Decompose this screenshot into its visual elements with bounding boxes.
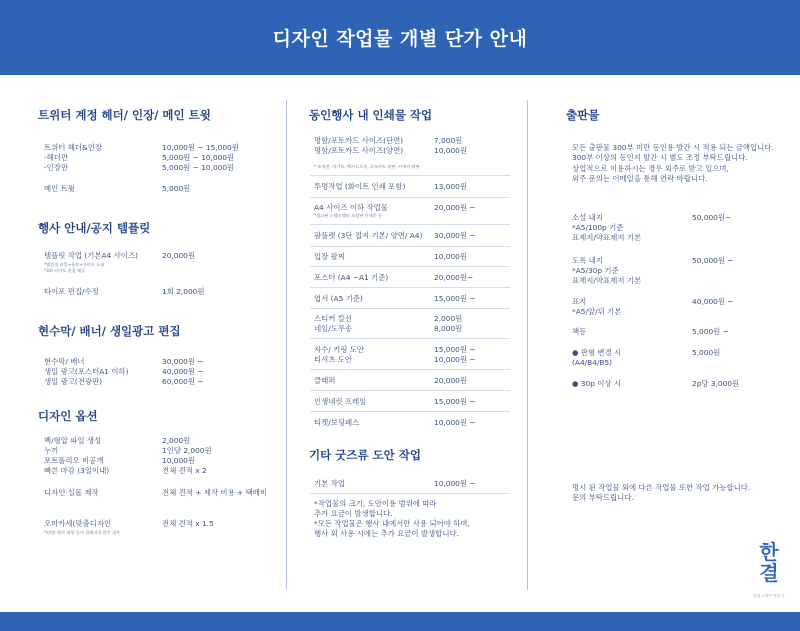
- section-title-publication: 출판물: [566, 108, 600, 122]
- item-note: *접고판 스템프랠리 도장판 안내문 등: [314, 213, 383, 218]
- item-label: 생일 광고(전광판): [44, 377, 103, 386]
- item-label: -인장만: [44, 163, 69, 172]
- item-label: 팜플렛 (3단 접지 기본/ 양면/ A4): [314, 231, 423, 240]
- item-label: 트위터 헤더&인장: [44, 143, 103, 152]
- pub-item-price: 5,000원 ~: [692, 327, 729, 336]
- row-divider: [310, 390, 510, 391]
- pub-item-price: 50,000원~: [692, 213, 732, 222]
- row-divider: [310, 493, 510, 494]
- section-title-options: 디자인 옵션: [38, 409, 98, 423]
- pub-item-price: 2p당 3,000원: [692, 379, 740, 388]
- item-price: 10,000원 ~: [434, 355, 476, 364]
- item-price: 2,000원: [162, 436, 191, 445]
- item-note: *3회 타이포 편집 제공: [44, 268, 86, 273]
- item-label: 메인 트윗: [44, 184, 75, 193]
- row-divider: [310, 266, 510, 267]
- pub-item-label: 표지: [572, 297, 587, 306]
- item-label: 입장 팔찌: [314, 252, 345, 261]
- item-price: 10,000원: [434, 146, 467, 155]
- item-price: 15,000원 ~: [434, 397, 476, 406]
- item-price: 13,000원: [434, 182, 467, 191]
- row-divider: [310, 338, 510, 339]
- pub-item-price: 50,000원 ~: [692, 256, 734, 265]
- section-title-template: 행사 안내/공지 템플릿: [38, 221, 151, 235]
- item-label: 자수/ 키링 도안: [314, 345, 365, 354]
- row-divider: [310, 411, 510, 412]
- item-price: 20,000원 ~: [434, 203, 476, 212]
- row-divider: [310, 287, 510, 288]
- logo-caption: 한결 디자인 작업 가: [753, 594, 785, 598]
- item-label: 기본 작업: [314, 479, 345, 488]
- item-price: 전체 견적 + 제작 비용 + 택배비: [162, 488, 268, 497]
- item-price: 10,000원: [434, 252, 467, 261]
- item-price: 10,000원 ~: [434, 479, 476, 488]
- item-label: -헤더만: [44, 153, 69, 162]
- item-label: 포스터 (A4 ~A1 기준): [314, 273, 389, 282]
- item-price: 20,000원: [162, 251, 195, 260]
- item-price: 20,000원: [434, 376, 467, 385]
- row-divider: [310, 224, 510, 225]
- item-note: *따악/ 행사 방향 등이 결해지지 않은 경우: [44, 530, 121, 535]
- item-price: 40,000원 ~: [162, 367, 204, 376]
- item-price: 10,000원: [162, 456, 195, 465]
- row-divider: [310, 369, 510, 370]
- item-price: 8,000원: [434, 324, 463, 333]
- pub-item-label: ● 30p 이상 시: [572, 379, 622, 388]
- item-label: 디자인 실물 제작: [44, 488, 99, 497]
- item-label: 네임/도무송: [314, 324, 353, 333]
- item-price: 10,000원 ~ 15,000원: [162, 143, 239, 152]
- pub-item-sub: (A4/B4/B5): [572, 358, 613, 367]
- item-label: 벡/형압 파일 생성: [44, 436, 102, 445]
- intro-line: 외주 문의는 이메일을 통해 연락 바랍니다.: [572, 174, 708, 183]
- logo-glyph-1: 한: [759, 540, 779, 564]
- item-label: 스티커 칼선: [314, 314, 353, 323]
- item-price: 1회 2,000원: [162, 287, 205, 296]
- item-label: 누끼: [44, 446, 59, 455]
- goods-note: *작업물의 크기, 도안이용 범위에 따라: [314, 499, 437, 508]
- item-label: 투명작업 (화이트 인쇄 포함): [314, 182, 406, 191]
- item-label: 빠른 마감 (3일이내): [44, 466, 110, 475]
- goods-note: 추가 요금이 발생합니다.: [314, 509, 393, 518]
- section-title-print: 동인행사 내 인쇄물 작업: [309, 108, 433, 122]
- pub-item-price: 40,000원 ~: [692, 297, 734, 306]
- outro-line: 문의 부탁드립니다.: [572, 493, 634, 502]
- item-price: 15,000원 ~: [434, 345, 476, 354]
- row-divider: [310, 175, 510, 176]
- goods-note: *모든 작업물은 행사 내에서만 사용 되어야 하며,: [314, 519, 470, 528]
- section-title-twitter: 트위터 계정 헤더/ 인장/ 메인 트윗: [38, 108, 211, 122]
- item-price: 60,000원 ~: [162, 377, 204, 386]
- pub-item-label: 책등: [572, 327, 587, 336]
- item-price: 5,000원 ~ 10,000원: [162, 163, 235, 172]
- item-price: 5,000원: [162, 184, 191, 193]
- item-label: 현수막/ 배너: [44, 357, 85, 366]
- item-price: 30,000원 ~: [434, 231, 476, 240]
- intro-line: 상업적으로 이용하시는 경우 외주로 받고 있으며,: [572, 164, 729, 173]
- item-label: 오마카세(맞춤디자인: [44, 519, 112, 528]
- item-label: 엽서 (A5 기준): [314, 294, 363, 303]
- pub-item-sub: 표제지/약표제지 기본: [572, 276, 642, 285]
- item-price: 전체 견적 x 2: [162, 466, 207, 475]
- outro-line: 명시 된 작업물 외에 다른 작업물 또한 작업 가능합니다.: [572, 483, 751, 492]
- row-divider: [310, 246, 510, 247]
- section-title-banner: 현수막/ 배너/ 생일광고 편집: [38, 324, 181, 338]
- item-label: 생일 광고(포스터A1 이하): [44, 367, 129, 376]
- item-label: 인생네컷 프레임: [314, 397, 367, 406]
- pub-item-sub: *A5/30p 기준: [572, 266, 619, 275]
- pub-item-sub: *A5/앞/뒤 기본: [572, 307, 622, 316]
- pub-item-label: 소설 내지: [572, 213, 603, 222]
- column-divider-right: [527, 100, 528, 590]
- logo-glyph-2: 결: [759, 561, 779, 585]
- item-note: *템플릿 파일+폰트+가이드 포함: [44, 262, 105, 267]
- item-price: 5,000원 ~ 10,000원: [162, 153, 235, 162]
- pub-item-sub: *A5/100p 기준: [572, 223, 624, 232]
- item-label: 템플릿 작업 (기본A4 사이즈): [44, 251, 138, 260]
- row-divider: [310, 308, 510, 309]
- item-price: 30,000원 ~: [162, 357, 204, 366]
- intro-line: 모든 출판물 300부 미만 동인용 발간 시 적용 되는 금액입니다.: [572, 143, 774, 152]
- pub-item-price: 5,000원: [692, 348, 721, 357]
- item-label: 타이포 편집/수정: [44, 287, 99, 296]
- item-label: 포트폴리오 비공개: [44, 456, 104, 465]
- intro-line: 300부 이상의 동인지 발간 시 별도 조정 부탁드립니다.: [572, 153, 748, 162]
- section-title-goods: 기타 굿즈류 도안 작업: [309, 448, 421, 462]
- item-price: 1인당 2,000원: [162, 446, 212, 455]
- item-label: 클래퍼: [314, 376, 336, 385]
- item-price: 15,000원 ~: [434, 294, 476, 303]
- item-label: 명함/포토카드 사이즈(양면): [314, 146, 404, 155]
- item-note: * 조정권, 마기토, 백커드로우, 포토카드 팔판, 카세카 팔판: [314, 164, 420, 169]
- column-divider-left: [286, 100, 287, 590]
- item-price: 2,000원: [434, 314, 463, 323]
- page-title: 디자인 작업물 개별 단가 안내: [272, 28, 528, 50]
- goods-note: 행사 외 사용 시에는 추가 요금이 발생합니다.: [314, 529, 459, 538]
- item-label: A4 사이즈 이하 작업물: [314, 203, 388, 212]
- item-price: 20,000원~: [434, 273, 474, 282]
- row-divider: [310, 197, 510, 198]
- item-price: 7,000원: [434, 136, 463, 145]
- pub-item-label: 도록 내지: [572, 256, 603, 265]
- pub-item-label: ● 판형 변경 시: [572, 348, 622, 357]
- item-label: 티셔츠 도안: [314, 355, 353, 364]
- item-price: 전체 견적 x 1.5: [162, 519, 214, 528]
- footer-band: [0, 612, 800, 631]
- pub-item-sub: 표제지/약표제지 기본: [572, 233, 642, 242]
- item-label: 티켓/보딩패스: [314, 418, 360, 427]
- brand-logo: [752, 542, 786, 584]
- item-label: 명함/포토카드 사이즈(단면): [314, 136, 404, 145]
- item-price: 10,000원 ~: [434, 418, 476, 427]
